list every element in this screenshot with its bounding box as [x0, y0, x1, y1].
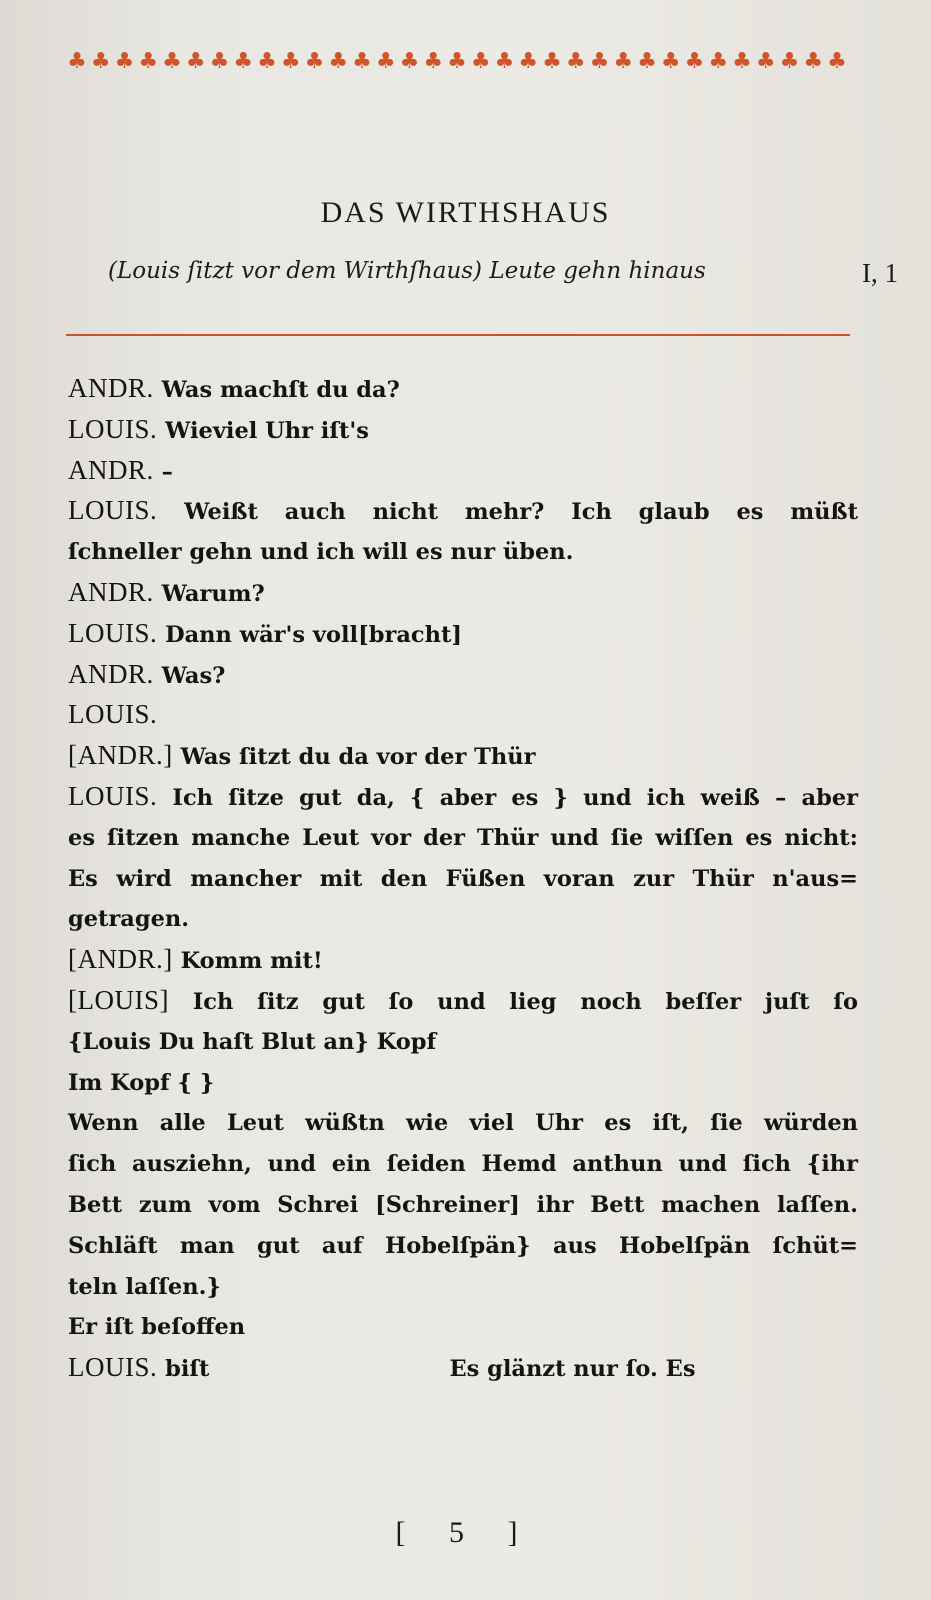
speaker-name: [LOUIS]: [68, 984, 169, 1015]
speech-text: biſt: [157, 1356, 210, 1383]
speaker-name: LOUIS.: [68, 780, 158, 811]
text-line: [68, 450, 858, 491]
ornament-icon: ♣: [375, 48, 396, 74]
speaker-name: ANDR.: [68, 658, 154, 689]
speech-text: Ich ſitz gut ſo und lieg noch beſſer juſt ſo: [168, 988, 858, 1015]
ornament-icon: ♣: [114, 48, 135, 74]
ornament-icon: ♣: [779, 48, 800, 74]
ornament-icon: ♣: [67, 48, 87, 74]
ornament-icon: ♣: [684, 48, 705, 74]
ornament-icon: ♣: [470, 48, 491, 74]
text-line: [68, 531, 858, 572]
act-scene-reference: I, 1: [862, 258, 898, 288]
speech-text: ſchneller gehn und ich will es nur üben.: [68, 539, 574, 566]
ornament-icon: ♣: [613, 48, 634, 74]
ornament-icon: ♣: [542, 48, 562, 74]
text-line: [68, 980, 858, 1021]
ornament-icon: ♣: [755, 48, 776, 74]
text-line: [68, 368, 858, 409]
ornament-border: [66, 44, 848, 78]
text-line: [68, 1184, 858, 1225]
speech-text: Was?: [153, 662, 226, 689]
speaker-name: ANDR.: [68, 576, 154, 607]
ornament-icon: ♣: [660, 48, 681, 74]
speaker-name: LOUIS.: [68, 617, 158, 648]
speech-text: Bett zum vom Schrei [Schreiner] ihr Bett machen laſſen.: [68, 1191, 858, 1218]
speech-text: ſich ausziehn, und ein ſeiden Hemd anthun und ſich {ihr: [68, 1151, 858, 1178]
ornament-icon: ♣: [399, 48, 420, 74]
ornament-icon: ♣: [280, 48, 301, 74]
speaker-name: [ANDR.]: [68, 944, 173, 975]
speaker-name: ANDR.: [68, 454, 154, 485]
text-line: [68, 817, 858, 858]
speech-text: es ſitzen manche Leut vor der Thür und ſie wiſſen es nicht:: [68, 824, 858, 851]
text-line: [68, 1266, 858, 1307]
text-line: [68, 409, 858, 450]
speech-text: Wenn alle Leut wüßtn wie viel Uhr es iſt, ſie würden: [68, 1110, 858, 1137]
speech-text: Ich ſitze gut da, { aber es } und ich weiß – aber: [157, 784, 858, 811]
ornament-icon: ♣: [518, 48, 539, 74]
ornament-icon: ♣: [352, 48, 372, 74]
divider-rule: [66, 334, 850, 336]
text-line: [68, 1306, 858, 1347]
ornament-icon: ♣: [90, 48, 111, 74]
speaker-name: LOUIS.: [68, 699, 158, 730]
speech-text: Weißt auch nicht mehr? Ich glaub es müßt: [157, 499, 858, 526]
dialogue-text: [68, 368, 858, 1388]
ornament-icon: ♣: [162, 48, 182, 74]
text-line: [68, 1225, 858, 1266]
scene-title: DAS WIRTHSHAUS: [320, 196, 611, 229]
text-line: [68, 1102, 858, 1143]
speech-text-tail: Es glänzt nur ſo. Es: [449, 1356, 696, 1383]
text-line: [68, 654, 858, 695]
speech-text: Was machſt du da?: [153, 377, 400, 403]
speech-text: teln laſſen.}: [68, 1273, 221, 1300]
ornament-icon: ♣: [328, 48, 349, 74]
ornament-icon: ♣: [732, 48, 752, 74]
text-line: [68, 694, 858, 735]
text-line: [68, 776, 858, 817]
text-line: [68, 490, 858, 531]
text-line: [68, 1021, 858, 1062]
speech-text: Wieviel Uhr iſt's: [157, 417, 369, 444]
speech-text: getragen.: [68, 906, 190, 933]
speaker-name: [ANDR.]: [68, 740, 173, 771]
ornament-icon: ♣: [494, 48, 515, 74]
text-line: [68, 858, 858, 899]
speech-text: Warum?: [153, 580, 265, 607]
text-line: [68, 898, 858, 939]
ornament-icon: ♣: [589, 48, 610, 74]
ornament-icon: ♣: [637, 48, 657, 74]
text-line: [68, 939, 858, 980]
ornament-icon: ♣: [304, 48, 325, 74]
ornament-icon: ♣: [209, 48, 230, 74]
text-line: [68, 613, 858, 654]
ornament-icon: ♣: [185, 48, 206, 74]
speech-text: {Louis Du haſt Blut an} Kopf: [68, 1028, 437, 1055]
text-line: [68, 1143, 858, 1184]
text-line: [68, 1347, 858, 1388]
ornament-icon: ♣: [708, 48, 729, 74]
speaker-name: ANDR.: [68, 373, 154, 403]
text-line: [68, 572, 858, 613]
text-line: [68, 735, 858, 776]
speech-text: Im Kopf { }: [68, 1069, 215, 1096]
text-line: [68, 1062, 858, 1103]
speech-text: Es wird mancher mit den Füßen voran zur Thür n'aus=: [68, 865, 858, 892]
ornament-icon: ♣: [565, 48, 586, 74]
ornament-icon: ♣: [447, 48, 467, 74]
ornament-icon: ♣: [138, 48, 159, 74]
speech-text: –: [153, 458, 173, 485]
speaker-name: LOUIS.: [68, 413, 158, 444]
speech-text: Komm mit!: [172, 948, 323, 975]
ornament-icon: ♣: [803, 48, 824, 74]
ornament-icon: ♣: [233, 48, 254, 74]
speech-text: Dann wär's voll[bracht]: [157, 621, 462, 648]
ornament-icon: ♣: [257, 48, 277, 74]
stage-direction: (Louis ſitzt vor dem Wirthſhaus) Leute gehn hinaus: [108, 258, 706, 284]
speaker-name: LOUIS.: [68, 1352, 158, 1383]
speaker-name: LOUIS.: [68, 495, 158, 526]
speech-text: Was ſitzt du da vor der Thür: [172, 744, 536, 771]
page-number: [ 5 ]: [395, 1516, 536, 1549]
speech-text: Er iſt beſoffen: [68, 1314, 246, 1341]
ornament-icon: ♣: [423, 48, 444, 74]
speech-text: Schläft man gut auf Hobelſpän} aus Hobelſpän ſchüt=: [68, 1232, 858, 1259]
ornament-icon: ♣: [827, 48, 847, 74]
